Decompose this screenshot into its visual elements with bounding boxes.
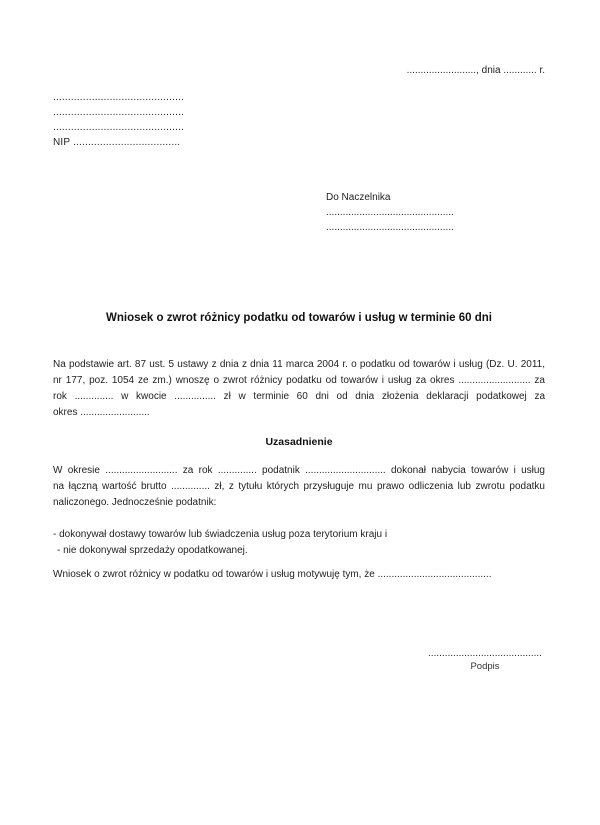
paragraph-line: rok .............. w kwocie ............... zł w terminie 60 dni od dnia złożenia deklaracji podatkowej za bbox=[53, 391, 545, 402]
date-line: ........................., dnia ............ r. bbox=[406, 65, 545, 76]
signature-label: Podpis bbox=[470, 661, 500, 672]
recipient-line: .............................................. bbox=[326, 207, 454, 218]
sender-line: ............................................ bbox=[53, 107, 185, 118]
paragraph-line: nr 177, poz. 1054 ze zm.) wnoszę o zwrot różnicy podatku od towarów i usług za okres .......................... za bbox=[53, 375, 545, 386]
recipient-line: .............................................. bbox=[326, 222, 454, 233]
recipient-block bbox=[326, 190, 545, 235]
paragraph-line: okres ......................... bbox=[53, 407, 150, 418]
paragraph-line: naliczonego. Jednocześnie podatnik: bbox=[53, 497, 217, 508]
paragraph-line: na łączną wartość brutto .............. zł, z tytułu których przysługuje mu prawo odliczenia lub zwrotu podatku bbox=[53, 481, 545, 492]
signature-block bbox=[425, 647, 545, 674]
paragraph-line: Na podstawie art. 87 ust. 5 ustawy z dnia z dnia 11 marca 2004 r. o podatku od towarów i usług (Dz. U. 2011, bbox=[53, 359, 545, 370]
bullet-line: - nie dokonywał sprzedaży opodatkowanej. bbox=[57, 545, 248, 556]
sender-line: ............................................ bbox=[53, 122, 185, 133]
sender-nip-line: NIP .................................... bbox=[53, 137, 181, 148]
justification-heading: Uzasadnienie bbox=[265, 436, 333, 448]
document-title: Wniosek o zwrot różnicy podatku od towarów i usług w terminie 60 dni bbox=[106, 312, 492, 324]
paragraph-line: W okresie .......................... za rok .............. podatnik ............................. dokonał nabycia towarów i usług bbox=[53, 465, 545, 476]
signature-dots-line: ......................................... bbox=[428, 648, 542, 659]
sender-block bbox=[53, 90, 545, 150]
sender-line: ............................................ bbox=[53, 92, 185, 103]
bullet-list bbox=[53, 527, 545, 559]
justification-paragraph bbox=[53, 463, 545, 511]
legal-basis-paragraph bbox=[53, 357, 545, 421]
recipient-heading: Do Naczelnika bbox=[326, 192, 391, 203]
bullet-line: - dokonywał dostawy towarów lub świadczenia usług poza terytorium kraju i bbox=[53, 529, 388, 540]
closing-paragraph: Wniosek o zwrot różnicy w podatku od towarów i usług motywuję tym, że ......................................... bbox=[53, 569, 492, 580]
